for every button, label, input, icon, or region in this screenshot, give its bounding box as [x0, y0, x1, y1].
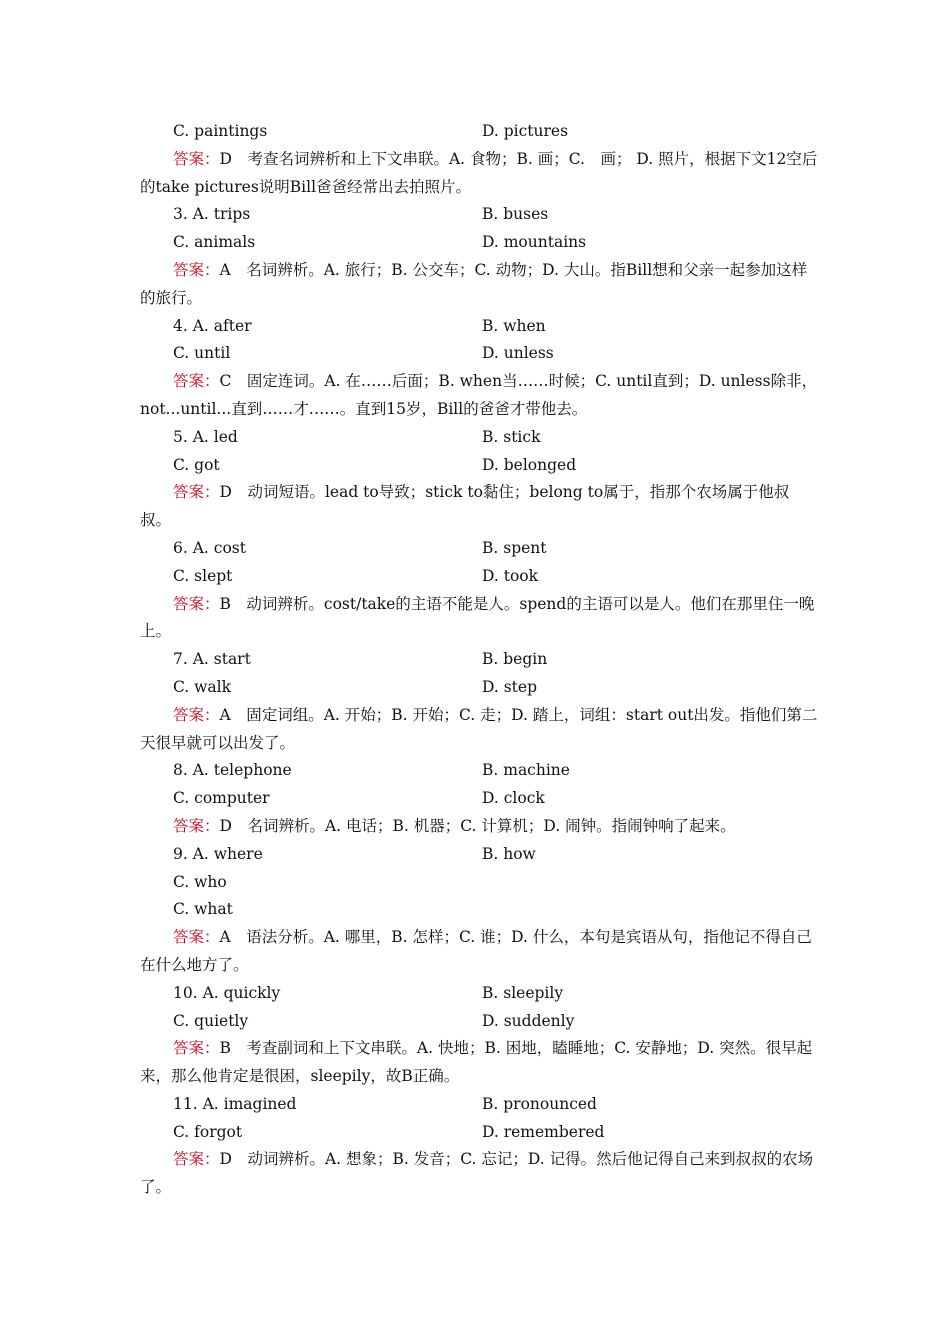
option-row — [140, 785, 820, 813]
answer-paragraph — [140, 1035, 820, 1091]
answer-label: 答案： — [173, 594, 220, 613]
option-right: B. pronounced — [482, 1094, 597, 1113]
option-left: 9. A. where — [173, 844, 263, 863]
answer-label: 答案： — [173, 816, 220, 835]
option-right: B. sleepily — [482, 983, 564, 1002]
answer-label: 答案： — [173, 1039, 220, 1058]
option-left: C. what — [173, 900, 233, 919]
answer-label: 答案： — [173, 928, 220, 947]
option-left: 4. A. after — [173, 316, 252, 335]
option-right: D. suddenly — [482, 1011, 575, 1030]
option-right: D. remembered — [482, 1122, 605, 1141]
option-right: B. machine — [482, 761, 570, 780]
option-row — [140, 896, 820, 924]
option-right: D. unless — [482, 344, 554, 363]
answer-label: 答案： — [173, 260, 220, 279]
option-row — [140, 674, 820, 702]
option-right: B. buses — [482, 205, 549, 224]
answer-paragraph — [140, 813, 820, 841]
option-left: C. quietly — [173, 1011, 249, 1030]
option-left: 10. A. quickly — [173, 983, 281, 1002]
option-left: C. who — [173, 872, 227, 891]
option-row — [140, 118, 820, 146]
option-left: C. computer — [173, 789, 270, 808]
option-left: 8. A. telephone — [173, 761, 292, 780]
option-right: B. spent — [482, 538, 547, 557]
answer-label: 答案： — [173, 705, 220, 724]
option-right: B. when — [482, 316, 546, 335]
answer-paragraph — [140, 591, 820, 647]
answer-paragraph — [140, 1146, 820, 1202]
option-left: C. slept — [173, 566, 233, 585]
answer-paragraph — [140, 368, 820, 424]
option-left: 6. A. cost — [173, 538, 246, 557]
option-left: C. got — [173, 455, 220, 474]
option-right: D. pictures — [482, 122, 569, 140]
option-row — [140, 452, 820, 480]
answer-text: A 名词辨析。A. 旅行；B. 公交车；C. 动物；D. 大山。指Bill想和父亲一起参加这样的旅行。 — [140, 260, 808, 307]
answer-paragraph — [140, 146, 820, 202]
option-left: C. forgot — [173, 1122, 243, 1141]
answer-text: B 动词辨析。cost/take的主语不能是人。spend的主语可以是人。他们在那里住一晚上。 — [140, 594, 815, 641]
answer-text: A 固定词组。A. 开始；B. 开始；C. 走；D. 踏上，词组：start out出发。指他们第二天很早就可以出发了。 — [140, 705, 818, 752]
option-right: D. belonged — [482, 455, 577, 474]
answer-text: D 考查名词辨析和上下文串联。A. 食物；B. 画；C. 画； D. 照片，根据下文12空后的take pictures说明Bill爸爸经常出去拍照片。 — [140, 149, 818, 196]
option-row — [140, 201, 820, 229]
option-left: 7. A. start — [173, 650, 251, 669]
option-row — [140, 1008, 820, 1036]
answer-text: A 语法分析。A. 哪里，B. 怎样；C. 谁；D. 什么，本句是宾语从句，指他记不得自己在什么地方了。 — [140, 928, 812, 974]
document-page — [140, 118, 820, 1202]
option-row — [140, 1091, 820, 1119]
option-row — [140, 757, 820, 785]
option-right: D. clock — [482, 789, 545, 808]
option-left: C. animals — [173, 233, 256, 252]
answer-paragraph — [140, 924, 820, 980]
option-right: D. mountains — [482, 233, 587, 252]
option-right: B. begin — [482, 650, 548, 669]
option-left: C. paintings — [173, 122, 268, 140]
answer-text: D 动词辨析。A. 想象；B. 发音；C. 忘记；D. 记得。然后他记得自己来到叔叔的农场了。 — [140, 1150, 814, 1197]
answer-paragraph — [140, 257, 820, 313]
option-right: B. stick — [482, 427, 541, 446]
answer-paragraph — [140, 702, 820, 758]
answer-text: D 动词短语。lead to导致；stick to黏住；belong to属于，指那个农场属于他叔叔。 — [140, 483, 790, 530]
option-row — [140, 535, 820, 563]
option-row — [140, 340, 820, 368]
answer-label: 答案： — [173, 149, 220, 168]
option-left: 11. A. imagined — [173, 1094, 297, 1113]
option-row — [140, 646, 820, 674]
option-row — [140, 563, 820, 591]
option-right: D. step — [482, 677, 538, 696]
option-left: C. until — [173, 344, 231, 363]
option-row — [140, 424, 820, 452]
option-left: C. walk — [173, 677, 232, 696]
answer-text: B 考查副词和上下文串联。A. 快地；B. 困地，瞌睡地；C. 安静地；D. 突然。很早起来，那么他肯定是很困，sleepily，故B正确。 — [140, 1039, 813, 1086]
answer-paragraph — [140, 479, 820, 535]
option-row — [140, 229, 820, 257]
answer-label: 答案： — [173, 483, 220, 502]
option-left: 3. A. trips — [173, 205, 251, 224]
option-row — [140, 980, 820, 1008]
option-right: B. how — [482, 844, 536, 863]
option-right: D. took — [482, 566, 539, 585]
answer-label: 答案： — [173, 372, 220, 391]
option-row — [140, 841, 820, 869]
answer-text: D 名词辨析。A. 电话；B. 机器；C. 计算机；D. 闹钟。指闹钟响了起来。 — [219, 816, 736, 835]
answer-label: 答案： — [173, 1150, 220, 1169]
option-row — [140, 869, 820, 897]
option-row — [140, 313, 820, 341]
answer-text: C 固定连词。A. 在……后面；B. when当……时候；C. until直到；D. unless除非，not...until...直到……才……。直到15岁，Bill的爸爸才带他去。 — [140, 372, 818, 418]
option-row — [140, 1119, 820, 1147]
option-left: 5. A. led — [173, 427, 238, 446]
